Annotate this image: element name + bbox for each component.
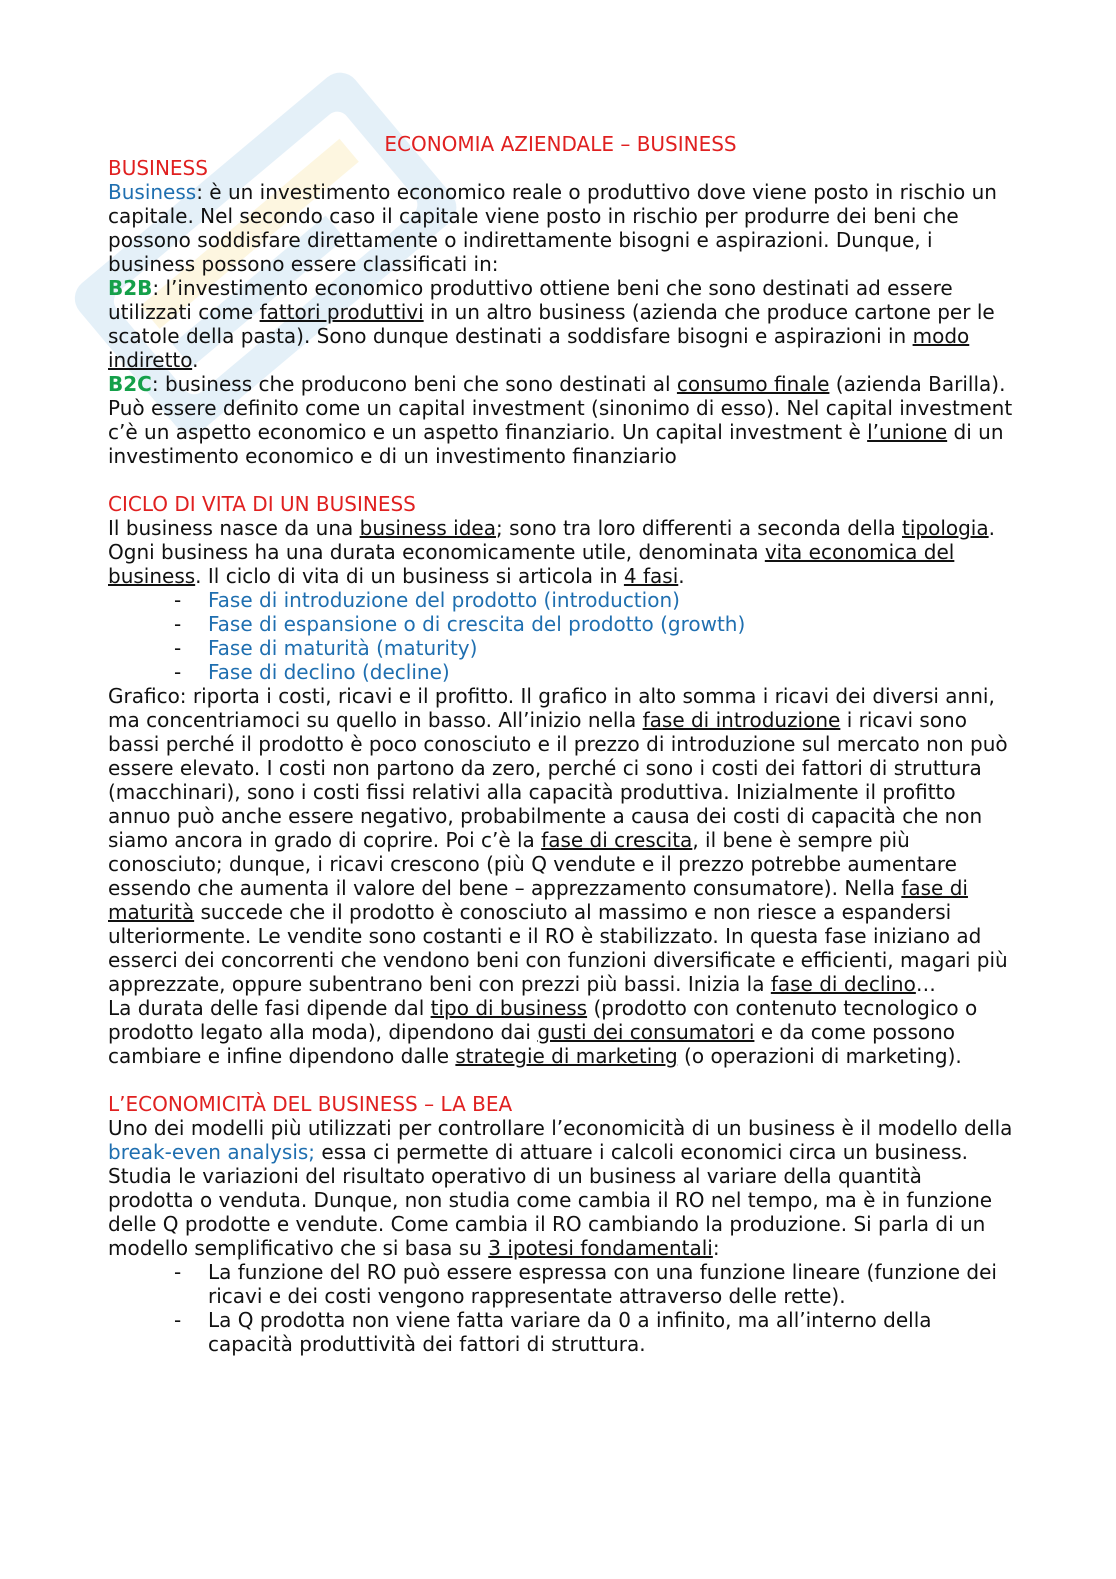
durata-paragraph: La durata delle fasi dipende dal tipo di business (prodotto con contenuto tecnologico o prodotto legato alla moda), dipendono dai gusti dei consumatori e da come possono cambiare e infine dipendono dalle strategie di marketing (o operazioni di marketing). [108, 996, 978, 1068]
b2b-paragraph: B2B: l’investimento economico produttivo ottiene beni che sono destinati ad essere utilizzati come fattori produttivi in un altro business (azienda che produce cartone per le scatole della pasta). Sono dunque destinati a soddisfare bisogni e aspirazioni in modo indiretto. [108, 276, 995, 372]
section-heading-bea: L’ECONOMICITÀ DEL BUSINESS – LA BEA [108, 1092, 513, 1116]
section-heading-ciclo-di-vita: CICLO DI VITA DI UN BUSINESS [108, 492, 416, 516]
term-break-even-analysis: break-even analysis; [108, 1140, 316, 1164]
business-definition: Business: è un investimento economico reale o produttivo dove viene posto in rischio un capitale. Nel secondo caso il capitale viene posto in rischio per produrre dei beni che possono soddisfare direttamente o indirettamente bisogni e aspirazioni. Dunque, i business possono essere classificati in: [108, 180, 997, 276]
list-item: - La Q prodotta non viene fatta variare da 0 a infinito, ma all’interno della capacità produttività dei fattori di struttura. [108, 1308, 1013, 1356]
document-page [108, 132, 1013, 1356]
b2c-paragraph: B2C: business che producono beni che sono destinati al consumo finale (azienda Barilla). [108, 372, 1006, 396]
list-item: - Fase di espansione o di crescita del prodotto (growth) [108, 612, 1013, 636]
list-item: - Fase di maturità (maturity) [108, 636, 1013, 660]
bea-intro-paragraph: Uno dei modelli più utilizzati per controllare l’economicità di un business è il modello della break-even analysis; essa ci permette di attuare i calcoli economici circa un business. [108, 1116, 1013, 1164]
list-item: - Fase di declino (decline) [108, 660, 1013, 684]
ciclo-intro-paragraph: Il business nasce da una business idea; sono tra loro differenti a seconda della tipologia. Ogni business ha una durata economicamente utile, denominata vita economica del business. Il ciclo di vita di un business si articola in 4 fasi. [108, 516, 995, 588]
phases-list [108, 588, 1013, 684]
capital-investment-paragraph: Può essere definito come un capital investment (sinonimo di esso). Nel capital investment c’è un aspetto economico e un aspetto finanziario. Un capital investment è l’unione di un investimento economico e di un investimento finanziario [108, 396, 1013, 468]
term-b2b: B2B [108, 276, 153, 300]
document-title: ECONOMIA AZIENDALE – BUSINESS [384, 132, 737, 156]
hypotheses-list [108, 1260, 1013, 1356]
term-business: Business [108, 180, 197, 204]
grafico-paragraph: Grafico: riporta i costi, ricavi e il profitto. Il grafico in alto somma i ricavi dei diversi anni, ma concentriamoci su quello in basso. All’inizio nella fase di introduzione i ricavi sono bassi perché il prodotto è poco conosciuto e il prezzo di introduzione sul mercato non può essere elevato. I costi non partono da zero, perché ci sono i costi dei fattori di struttura (macchinari), sono i costi fissi relativi alla capacità produttiva. Inizialmente il profitto annuo può anche essere negativo, probabilmente a causa dei costi di capacità che non siamo ancora in grado di coprire. Poi c’è la fase di crescita, il bene è sempre più conosciuto; dunque, i ricavi crescono (più Q vendute e il prezzo potrebbe aumentare essendo che aumenta il valore del bene – apprezzamento consumatore). Nella fase di maturità succede che il prodotto è conosciuto al massimo e non riesce a espandersi ulteriormente. Le vendite sono costanti e il RO è stabilizzato. In questa fase iniziano ad esserci dei concorrenti che vendono beni con funzioni diversificate e efficienti, magari più apprezzate, oppure subentrano beni con prezzi più bassi. Inizia la fase di declino… [108, 684, 1008, 996]
section-heading-business: BUSINESS [108, 156, 208, 180]
term-b2c: B2C [108, 372, 152, 396]
list-item: - La funzione del RO può essere espressa con una funzione lineare (funzione dei ricavi e dei costi vengono rappresentate attraverso delle rette). [108, 1260, 1013, 1308]
list-item: - Fase di introduzione del prodotto (introduction) [108, 588, 1013, 612]
bea-study-paragraph: Studia le variazioni del risultato operativo di un business al variare della quantità prodotta o venduta. Dunque, non studia come cambia il RO nel tempo, ma è in funzione delle Q prodotte e vendute. Come cambia il RO cambiando la produzione. Si parla di un modello semplificativo che si basa su 3 ipotesi fondamentali: [108, 1164, 993, 1260]
